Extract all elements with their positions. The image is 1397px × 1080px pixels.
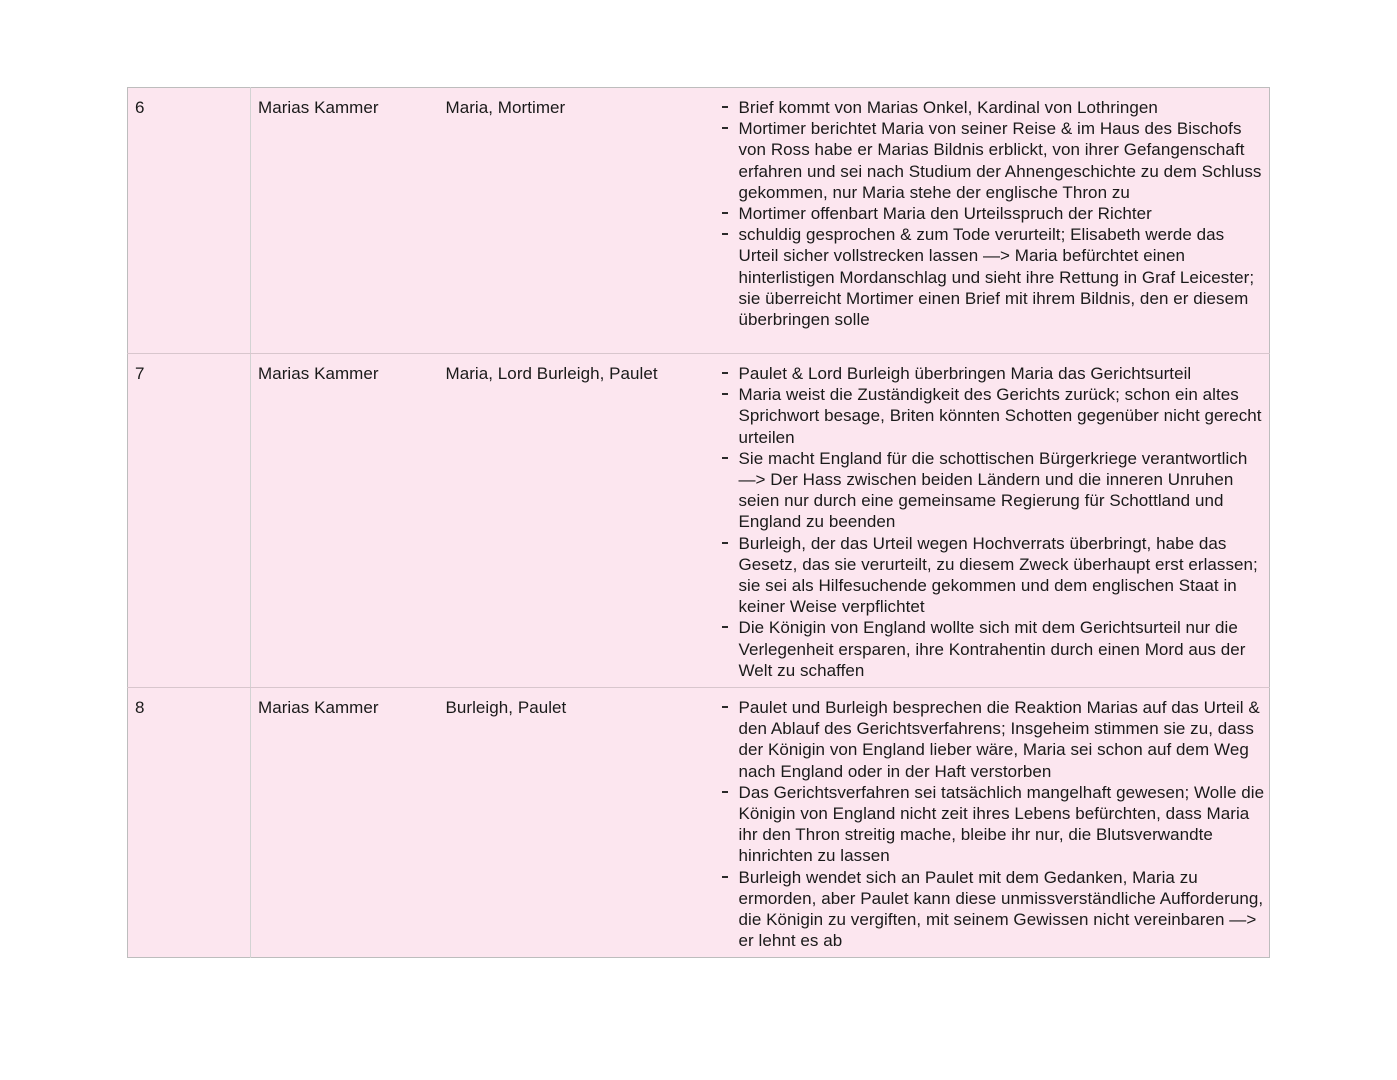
- list-item: Burleigh, der das Urteil wegen Hochverrats überbringt, habe das Gesetz, das sie verurteilt, zu diesem Zweck überhaupt erst erlassen; sie sei als Hilfesuchende gekommen und dem englischen Staat in keiner Weise verpflichtet: [720, 533, 1266, 618]
- scene-content: [714, 88, 1270, 354]
- scene-number: 6: [128, 88, 251, 354]
- scene-number: 7: [128, 354, 251, 688]
- scene-location: Marias Kammer: [251, 88, 436, 354]
- list-item: Burleigh wendet sich an Paulet mit dem Gedanken, Maria zu ermorden, aber Paulet kann diese unmissverständliche Aufforderung, die Königin zu vergiften, mit seinem Gewissen nicht vereinbaren —> er lehnt es ab: [720, 867, 1266, 952]
- list-item: Brief kommt von Marias Onkel, Kardinal von Lothringen: [720, 97, 1266, 118]
- list-item: Das Gerichtsverfahren sei tatsächlich mangelhaft gewesen; Wolle die Königin von England nicht zeit ihres Lebens befürchten, dass Maria ihr den Thron streitig mache, bleibe ihr nur, die Blutsverwandte hinrichten zu lassen: [720, 782, 1266, 867]
- list-item: schuldig gesprochen & zum Tode verurteilt; Elisabeth werde das Urteil sicher vollstrecken lassen —> Maria befürchtet einen hinterlistigen Mordanschlag und sieht ihre Rettung in Graf Leicester; sie überreicht Mortimer einen Brief mit ihrem Bildnis, den er diesem überbringen solle: [720, 224, 1266, 330]
- scene-number: 8: [128, 688, 251, 958]
- list-item: Mortimer offenbart Maria den Urteilsspruch der Richter: [720, 203, 1266, 224]
- content-list: [720, 697, 1266, 951]
- scene-characters: Maria, Lord Burleigh, Paulet: [436, 354, 714, 688]
- list-item: Die Königin von England wollte sich mit dem Gerichtsurteil nur die Verlegenheit ersparen, ihre Kontrahentin durch einen Mord aus der Welt zu schaffen: [720, 617, 1266, 681]
- scene-location: Marias Kammer: [258, 698, 379, 718]
- list-item: Sie macht England für die schottischen Bürgerkriege verantwortlich —> Der Hass zwischen beiden Ländern und die inneren Unruhen seien nur durch eine gemeinsame Regierung für Schottland und England zu beenden: [720, 448, 1266, 533]
- list-item: Maria weist die Zuständigkeit des Gerichts zurück; schon ein altes Sprichwort besage, Briten könnten Schotten gegenüber nicht gerecht urteilen: [720, 384, 1266, 448]
- list-item: Paulet & Lord Burleigh überbringen Maria das Gerichtsurteil: [720, 363, 1266, 384]
- table-row: [128, 688, 1270, 958]
- scene-content: [714, 354, 1270, 688]
- scene-table: [127, 87, 1270, 958]
- scene-characters: Maria, Mortimer: [436, 88, 714, 354]
- content-list: [720, 97, 1266, 330]
- scene-characters: Burleigh, Paulet: [445, 698, 567, 718]
- list-item: Mortimer berichtet Maria von seiner Reise & im Haus des Bischofs von Ross habe er Marias Bildnis erblickt, von ihrer Gefangenschaft erfahren und sei nach Studium der Ahnengeschichte zu dem Schluss gekommen, nur Maria stehe der englische Thron zu: [720, 118, 1266, 203]
- scene-location: Marias Kammer: [251, 354, 436, 688]
- content-list: [720, 363, 1266, 681]
- scene-content: [714, 688, 1270, 958]
- table-row: [128, 88, 1270, 354]
- list-item: Paulet und Burleigh besprechen die Reaktion Marias auf das Urteil & den Ablauf des Gerichtsverfahrens; Insgeheim stimmen sie zu, dass der Königin von England lieber wäre, Maria sei schon auf dem Weg nach England oder in der Haft verstorben: [720, 697, 1266, 782]
- table-row: [128, 354, 1270, 688]
